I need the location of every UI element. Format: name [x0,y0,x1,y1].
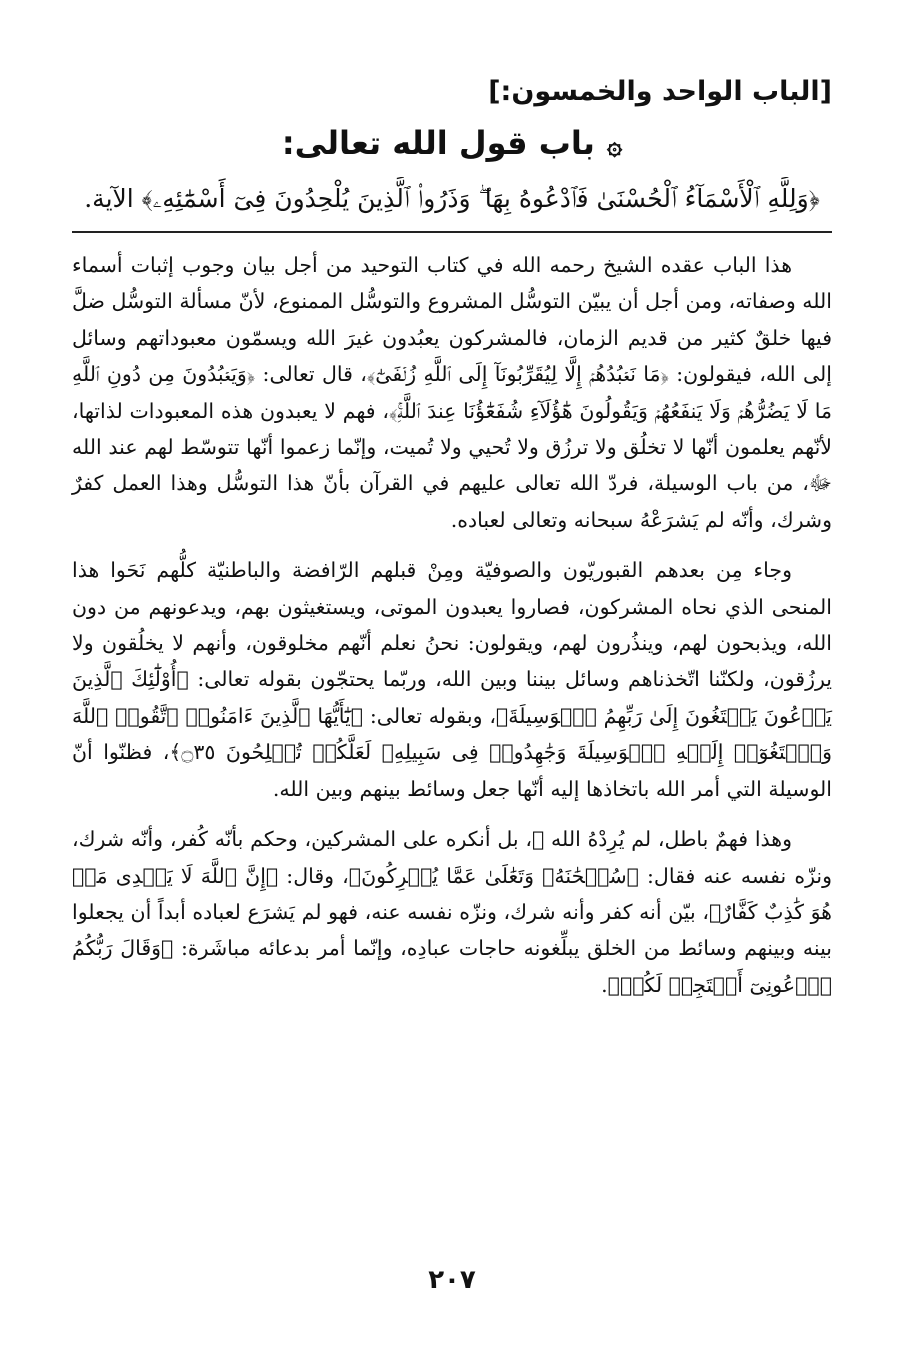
page-number: ٢٠٧ [428,1265,476,1295]
section-title-text: باب قول الله تعالى: [281,124,595,162]
horizontal-divider [72,231,832,233]
paragraph-2: وجاء مِن بعدهم القبوريّون والصوفيّة ومِنْ قبلهم الرّافضة والباطنيّة كلُّهم نَحَوا هذا المنحى الذي نحاه المشركون، فصاروا يعبدون الموتى، ويستغيثون بهم، ويدعونهم من دون الله، ويذبحون لهم، وينذُرون لهم، ويقولون: نحنُ نعلم أنّهم مخلوقون، وأنهم لا يخلُقون ولا يرزُقون، ولكنّنا اتّخذناهم وسائل بيننا وبين الله، وربّما يحتجّون بقوله تعالى: ﴿أُوْلَٰٓئِكَ ٱلَّذِينَ يَدۡعُونَ يَبۡتَغُونَ إِلَىٰ رَبِّهِمُ ٱلۡوَسِيلَةَ﴾، وبقوله تعالى: ﴿يَٰٓأَيُّهَا ٱلَّذِينَ ءَامَنُوا۟ ٱتَّقُوا۟ ٱللَّهَ وَٱبۡتَغُوٓا۟ إِلَيۡهِ ٱلۡوَسِيلَةَ وَجَٰهِدُوا۟ فِى سَبِيلِهِۦ لَعَلَّكُمۡ تُفۡلِحُونَ ۝٣٥﴾، فظنّوا أنّ الوسيلة التي أمر الله باتخاذها إليه أنّها جعل وسائط بينهم وبين الله. [72,558,832,801]
book-page [72,70,832,1350]
paragraph-1: هذا الباب عقده الشيخ رحمه الله في كتاب التوحيد من أجل بيان وجوب إثبات أسماء الله وصفاته، ومن أجل أن يبيّن التوسُّل المشروع والتوسُّل الممنوع، لأنّ مسألة التوسُّل ضلَّ فيها خلقٌ كثير من قديم الزمان، فالمشركون يعبُدون غيرَ الله ويسمّون معبوداتهم وسائل إلى الله، فيقولون: ﴿مَا نَعۡبُدُهُمۡ إِلَّا لِيُقَرِّبُونَآ إِلَى ٱللَّهِ زُلۡفَىٰٓ﴾، قال تعالى: ﴿وَيَعۡبُدُونَ مِن دُونِ ٱللَّهِ مَا لَا يَضُرُّهُمۡ وَلَا يَنفَعُهُمۡ وَيَقُولُونَ هَٰٓؤُلَآءِ شُفَعَٰٓؤُنَا عِندَ ٱللَّهِۚ﴾، فهم لا يعبدون هذه المعبودات لذاتها، لأنّهم يعلمون أنّها لا تخلُق ولا ترزُق ولا تُحيي ولا تُميت، وإنّما زعموا أنّها تتوسّط لهم عند الله ﷻ، من باب الوسيلة، فردّ الله تعالى عليهم في القرآن بأنّ هذا التوسُّل وهذا العمل كفرٌ وشرك، وأنّه لم يَشرَعْهُ سبحانه وتعالى لعباده. [72,253,832,532]
chapter-heading: [الباب الواحد والخمسون:] [488,76,832,107]
flower-ornament-icon: ۞ [606,131,623,161]
paragraph-3: وهذا فهمٌ باطل، لم يُرِدْهُ الله ﷻ، بل أنكره على المشركين، وحكم بأنّه كُفر، وأنّه شرك، ونزّه نفسه عنه فقال: ﴿سُبۡحَٰنَهُۥ وَتَعَٰلَىٰ عَمَّا يُشۡرِكُونَ﴾، وقال: ﴿إِنَّ ٱللَّهَ لَا يَهۡدِى مَنۡ هُوَ كَٰذِبٌ كَفَّارٌ﴾، بيّن أنه كفر وأنه شرك، ونزّه نفسه عنه، فهو لم يَشرَع لعباده أبداً أن يجعلوا بينه وبينهم وسائط من الخلق يبلِّغونه حاجات عبادِه، وإنّما أمر بدعائه مباشَرة: ﴿وَقَالَ رَبُّكُمُ ٱدۡعُونِىٓ أَسۡتَجِبۡ لَكُمۡ﴾. [72,827,832,997]
verse-heading: ﴿وَلِلَّهِ ٱلْأَسْمَآءُ ٱلْحُسْنَىٰ فَٱدْعُوهُ بِهَا ۖ وَذَرُوا۟ ٱلَّذِينَ يُلْحِدُونَ فِىٓ أَسْمَٰٓئِهِۦ﴾ الآية. [84,184,820,213]
section-title [72,118,832,171]
